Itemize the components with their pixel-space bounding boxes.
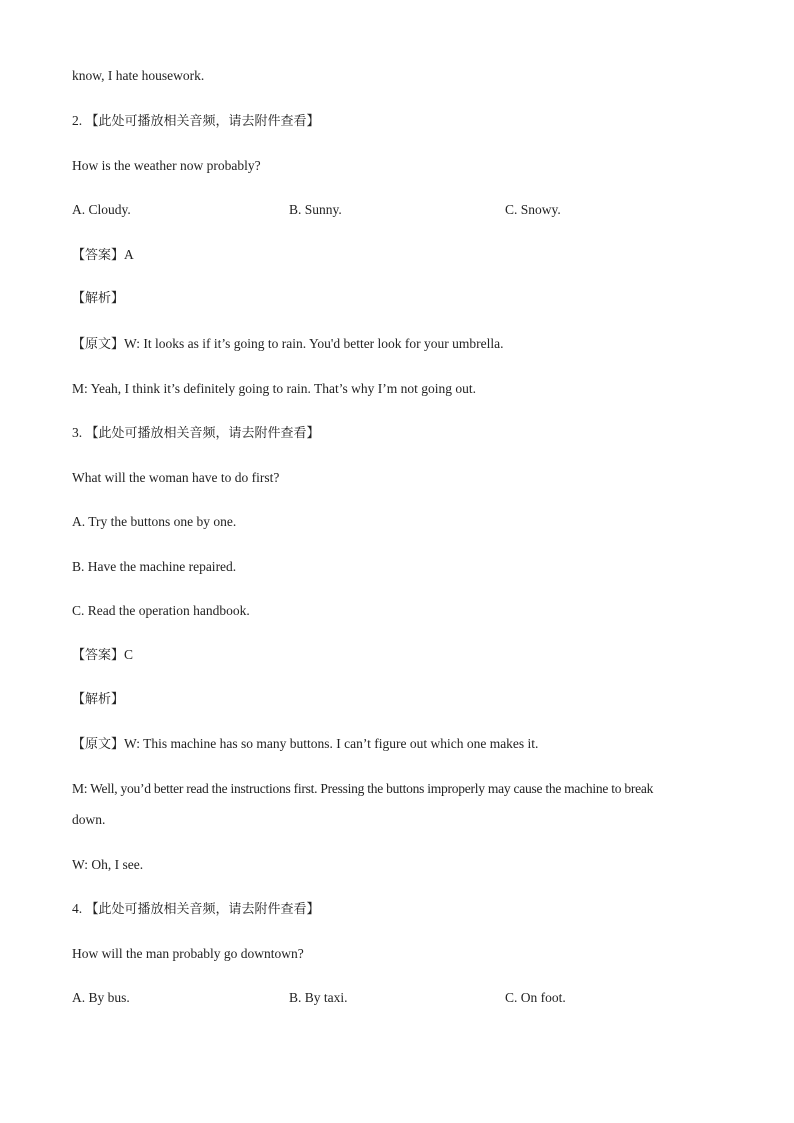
q2-audio-note[interactable]: 【此处可播放相关音频，请去附件查看】 [85, 114, 320, 129]
q3-answer [72, 646, 133, 665]
q3-transcript-line-2-wrap: down. [72, 812, 106, 827]
q4-option-b: B. By taxi. [289, 990, 348, 1005]
q4-audio-note[interactable]: 【此处可播放相关音频，请去附件查看】 [85, 902, 320, 917]
q2-transcript-line-2: M: Yeah, I think it’s definitely going to rain. That’s why I’m not going out. [72, 381, 476, 396]
q3-number: 3. [72, 425, 83, 440]
q2-answer-value: A [124, 247, 134, 262]
q2-option-c: C. Snowy. [505, 202, 561, 217]
q3-transcript-text-1: W: This machine has so many buttons. I can’t figure out which one makes it. [124, 736, 539, 751]
q2-transcript-line-1 [72, 335, 504, 354]
q2-option-a: A. Cloudy. [72, 202, 131, 217]
q3-audio-note[interactable]: 【此处可播放相关音频，请去附件查看】 [85, 426, 320, 441]
q2-number: 2. [72, 113, 83, 128]
q2-option-b: B. Sunny. [289, 202, 342, 217]
q2-transcript-text-1: W: It looks as if it’s going to rain. You'd better look for your umbrella. [124, 336, 504, 351]
q4-option-a: A. By bus. [72, 990, 130, 1005]
q4-question: How will the man probably go downtown? [72, 946, 304, 961]
q3-transcript-label: 【原文】 [72, 737, 125, 752]
q2-answer [72, 246, 134, 265]
q3-option-c: C. Read the operation handbook. [72, 603, 250, 618]
q3-option-a: A. Try the buttons one by one. [72, 514, 237, 529]
q3-transcript-line-1 [72, 735, 538, 754]
q3-answer-value: C [124, 647, 134, 662]
q2-header [72, 112, 320, 131]
q3-answer-label: 【答案】 [72, 648, 125, 663]
q2-transcript-label: 【原文】 [72, 337, 125, 352]
q4-option-c: C. On foot. [505, 990, 566, 1005]
q3-transcript-line-2: M: Well, you’d better read the instructions first. Pressing the buttons improperly may cause the machine to break [72, 781, 654, 796]
q2-question: How is the weather now probably? [72, 158, 261, 173]
q3-analysis-label: 【解析】 [72, 692, 125, 707]
previous-continuation: know, I hate housework. [72, 68, 205, 83]
q4-number: 4. [72, 901, 83, 916]
q4-header [72, 900, 320, 919]
q3-option-b: B. Have the machine repaired. [72, 559, 237, 574]
q3-transcript-line-3: W: Oh, I see. [72, 857, 144, 872]
q2-answer-label: 【答案】 [72, 248, 125, 263]
q2-analysis-label: 【解析】 [72, 291, 125, 306]
q3-question: What will the woman have to do first? [72, 470, 280, 485]
q3-header [72, 424, 320, 443]
